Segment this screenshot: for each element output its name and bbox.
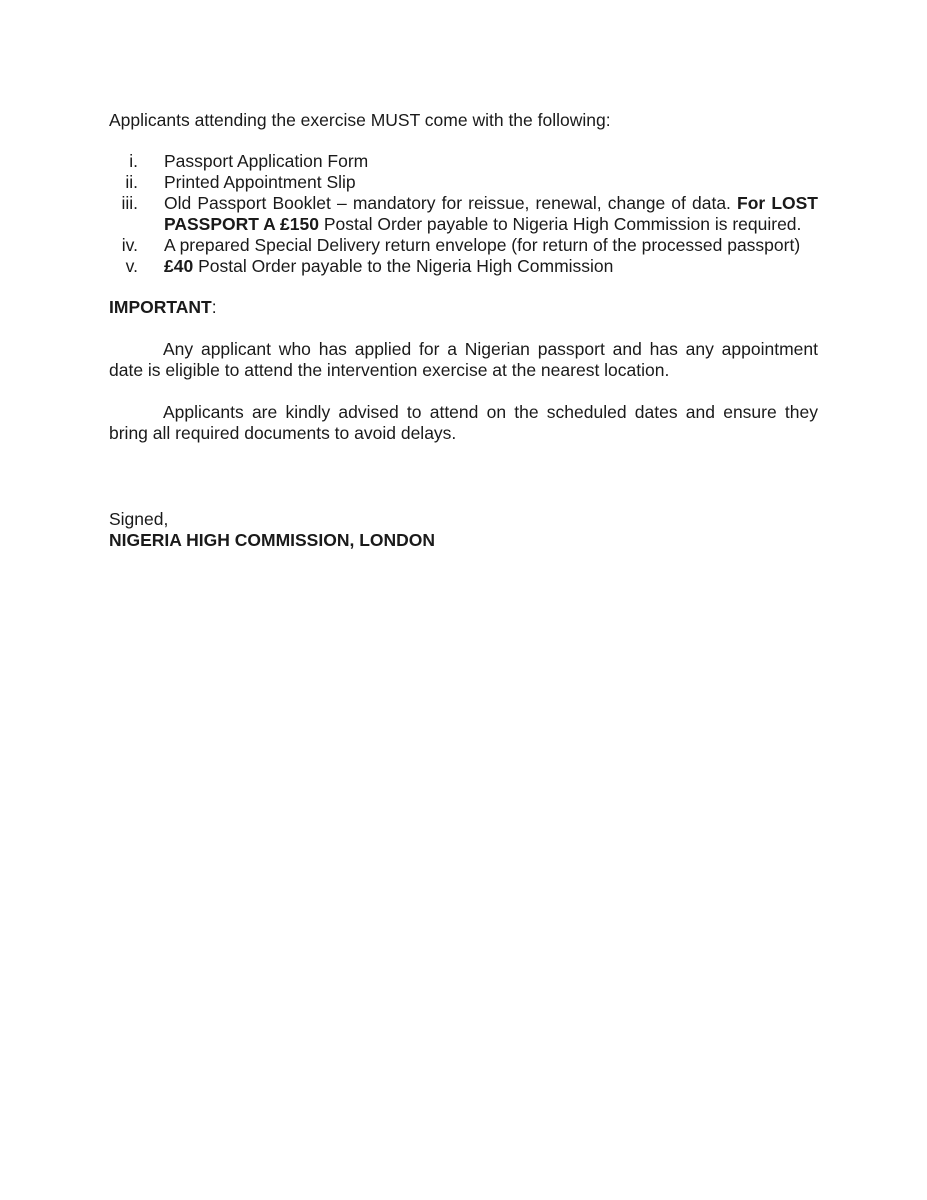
requirement-text: Old Passport Booklet – mandatory for reissue, renewal, change of data. xyxy=(164,193,738,213)
requirements-list xyxy=(109,151,818,277)
requirement-number: i. xyxy=(129,151,138,171)
requirement-text-wrapper xyxy=(164,256,613,276)
signoff-block xyxy=(109,509,818,551)
important-heading xyxy=(109,297,818,318)
advisory-paragraph: Applicants are kindly advised to attend on the scheduled dates and ensure they bring all required documents to avoid delays. xyxy=(109,402,818,443)
important-label: IMPORTANT xyxy=(109,297,212,317)
requirement-item-2 xyxy=(109,172,818,193)
requirement-item-1 xyxy=(109,151,818,172)
important-colon: : xyxy=(211,297,217,317)
requirement-tail-text: Postal Order payable to Nigeria High Commission is required. xyxy=(318,214,802,234)
requirement-item-4 xyxy=(109,235,818,256)
requirement-text: A prepared Special Delivery return envelope (for return of the processed passport) xyxy=(164,235,801,255)
organisation-name: NIGERIA HIGH COMMISSION, LONDON xyxy=(109,530,436,550)
requirement-item-5 xyxy=(109,256,818,277)
requirement-text: Printed Appointment Slip xyxy=(164,172,356,192)
document-body xyxy=(109,110,818,444)
requirement-text-wrapper xyxy=(164,193,818,234)
requirement-number: iii. xyxy=(121,193,138,213)
lost-passport-fee-text: For LOST PASSPORT A £150 xyxy=(164,193,818,234)
postal-order-fee-text: £40 xyxy=(164,256,194,276)
requirement-item-3 xyxy=(109,193,818,235)
eligibility-paragraph: Any applicant who has applied for a Nigerian passport and has any appointment date is eligible to attend the intervention exercise at the nearest location. xyxy=(109,339,818,380)
requirement-number: ii. xyxy=(125,172,138,192)
requirement-number: v. xyxy=(125,256,138,276)
intro-text: Applicants attending the exercise MUST come with the following: xyxy=(109,110,611,130)
requirement-text: Passport Application Form xyxy=(164,151,369,171)
requirement-text: Postal Order payable to the Nigeria High Commission xyxy=(193,256,614,276)
signed-text: Signed, xyxy=(109,509,169,529)
requirement-number: iv. xyxy=(121,235,138,255)
